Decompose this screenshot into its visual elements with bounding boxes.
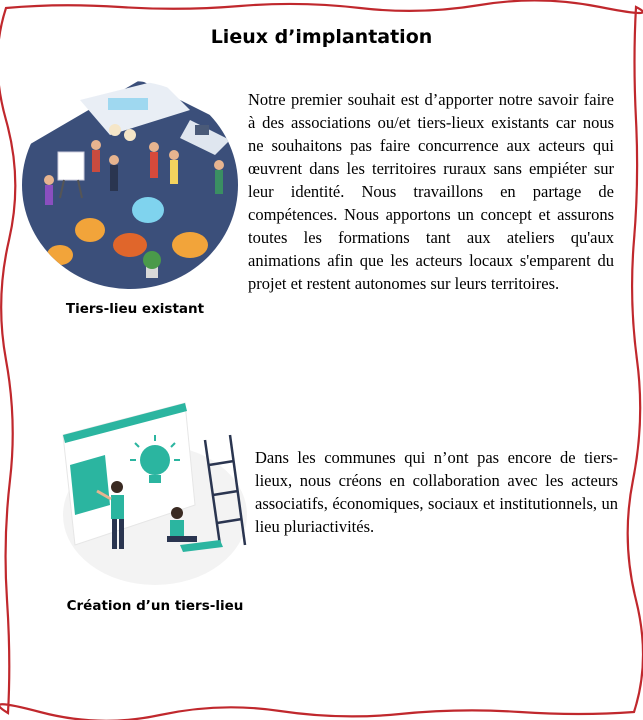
section-text-creation: Dans les communes qui n’ont pas encore de tiers-lieux, nous créons en collaboration avec les acteurs associatifs, économiques, sociaux et institutionnels, un lieu pluriactivités.	[255, 448, 618, 536]
coworking-people-illustration	[20, 80, 240, 290]
section-caption-existing: Tiers-lieu existant	[65, 301, 205, 317]
idea-painting-illustration	[55, 395, 250, 590]
section-caption-creation: Création d’un tiers-lieu	[66, 598, 244, 614]
section-text-existing: Notre premier souhait est d’apporter notre savoir faire à des associations ou/et tiers-lieux existants car nous ne souhaitons pas faire concurrence aux acteurs qui œuvrent dans les territoires ruraux sans empiéter sur leur identité. Nous travaillons en partage de compétences. Nous apportons un concept et assurons toutes les formations tant aux ateliers qu'aux animations afin que les acteurs locaux s'emparent du projet et restent autonomes sur leurs territoires.	[248, 90, 614, 293]
page-title: Lieux d’implantation	[210, 26, 433, 48]
